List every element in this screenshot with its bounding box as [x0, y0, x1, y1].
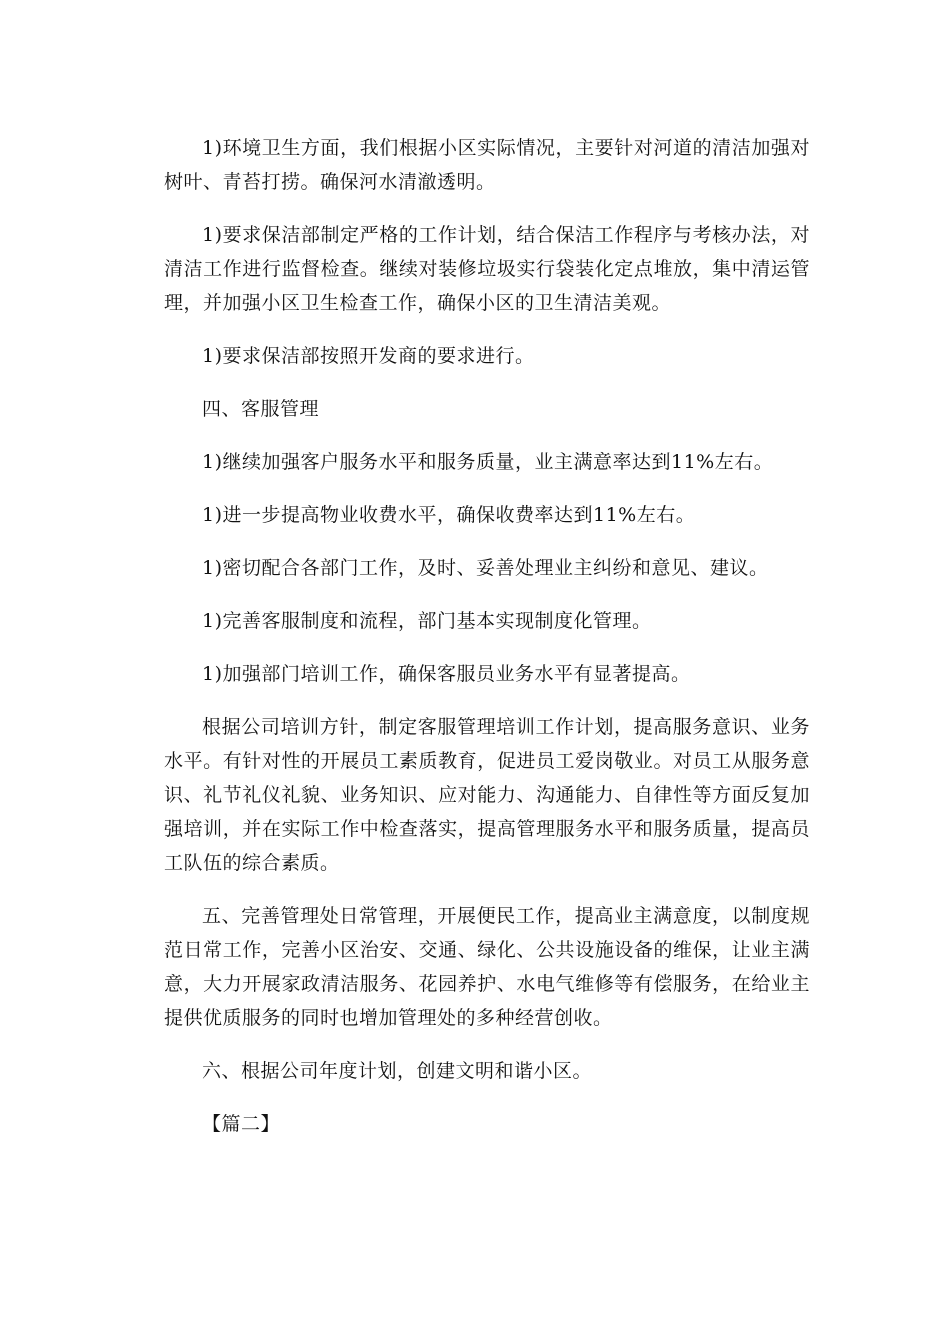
section-daily-management: 五、完善管理处日常管理，开展便民工作，提高业主满意度，以制度规范日常工作，完善小区治安、交通、绿化、公共设施设备的维保，让业主满意，大力开展家政清洁服务、花园养护、水电气维修等有偿服务，在给业主提供优质服务的同时也增加管理处的多种经营创收。 — [164, 905, 810, 1029]
paragraph-service-procedures: 1)完善客服制度和流程，部门基本实现制度化管理。 — [202, 610, 652, 632]
paragraph-department-cooperation: 1)密切配合各部门工作，及时、妥善处理业主纠纷和意见、建议。 — [202, 557, 769, 579]
paragraph-fee-collection: 1)进一步提高物业收费水平，确保收费率达到11%左右。 — [202, 504, 696, 526]
paragraph-cleaning-plan: 1)要求保洁部制定严格的工作计划，结合保洁工作程序与考核办法，对清洁工作进行监督检查。继续对装修垃圾实行袋装化定点堆放，集中清运管理，并加强小区卫生检查工作，确保小区的卫生清洁美观。 — [164, 224, 810, 314]
paragraph-environment-hygiene: 1)环境卫生方面，我们根据小区实际情况，主要针对河道的清洁加强对树叶、青苔打捞。确保河水清澈透明。 — [164, 137, 810, 193]
part-two-heading: 【篇二】 — [202, 1113, 281, 1135]
paragraph-department-training: 1)加强部门培训工作，确保客服员业务水平有显著提高。 — [202, 663, 691, 685]
paragraph-service-quality: 1)继续加强客户服务水平和服务质量，业主满意率达到11%左右。 — [202, 451, 774, 473]
paragraph-developer-requirements: 1)要求保洁部按照开发商的要求进行。 — [202, 345, 535, 367]
section-heading-customer-service: 四、客服管理 — [202, 398, 320, 420]
paragraph-training-plan: 根据公司培训方针，制定客服管理培训工作计划，提高服务意识、业务水平。有针对性的开展员工素质教育，促进员工爱岗敬业。对员工从服务意识、礼节礼仪礼貌、业务知识、应对能力、沟通能力、自律性等方面反复加强培训，并在实际工作中检查落实，提高管理服务水平和服务质量，提高员工队伍的综合素质。 — [164, 716, 810, 874]
document-body — [164, 131, 810, 1141]
section-harmonious-community: 六、根据公司年度计划，创建文明和谐小区。 — [202, 1060, 593, 1082]
